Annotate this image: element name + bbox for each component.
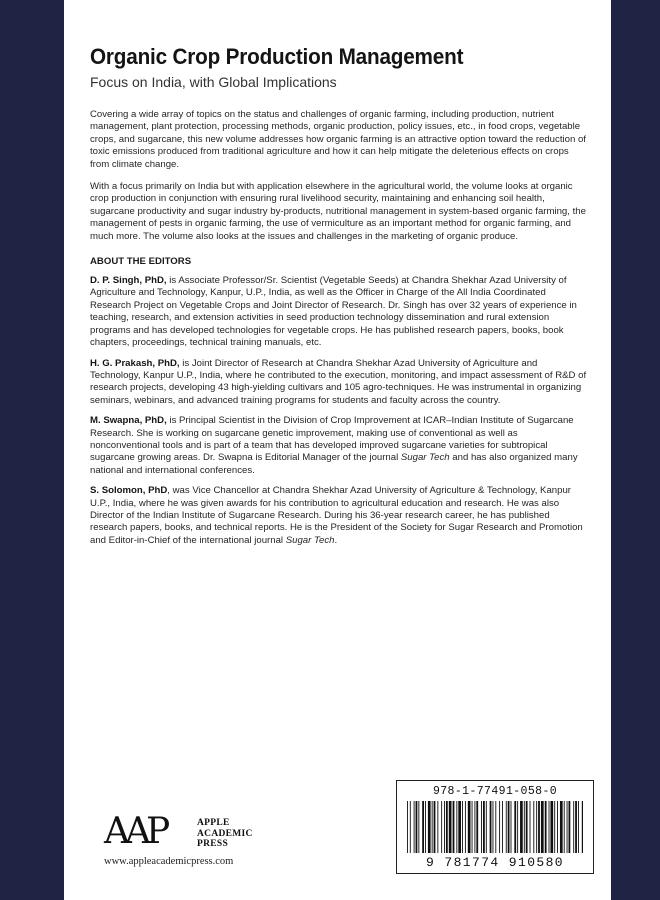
editors-heading: ABOUT THE EDITORS [90, 256, 192, 268]
barcode-bar [474, 801, 475, 853]
barcode-bar [410, 801, 411, 853]
isbn-number: 978-1-77491-058-0 [432, 785, 558, 798]
barcode-bar [541, 801, 544, 853]
cover-content [90, 44, 588, 547]
editor-bio-text: is Principal Scientist in the Division of Crop Improvement at ICAR–Indian Institute of Sugarcane Research. She is working on sugarcane genetic improvement, making use of conventional as well as nonconventional tools and is part of a team that has developed improved sugarcane varieties for subtropical sugarcane growing areas. Dr. Swapna is Editorial Manager of the journal [90, 415, 574, 464]
editor-bio-4 [90, 485, 588, 547]
barcode-bar [530, 801, 531, 853]
barcode-bar [414, 801, 415, 853]
barcode-bar [486, 801, 487, 853]
barcode-bar [573, 801, 574, 853]
editor-name: S. Solomon, PhD [90, 485, 168, 497]
barcode-bar [495, 801, 496, 853]
barcode-bar [458, 801, 461, 853]
publisher-name-line: ACADEMIC [197, 828, 253, 839]
editor-name: M. Swapna, PhD, [90, 415, 167, 427]
barcode-bar [432, 801, 433, 853]
barcode-bar [416, 801, 418, 853]
book-title: Organic Crop Production Management [90, 44, 464, 69]
barcode-bar [567, 801, 568, 853]
book-subtitle: Focus on India, with Global Implications [90, 74, 337, 90]
publisher-name-line: APPLE [197, 818, 230, 828]
barcode-bar [449, 801, 452, 853]
editor-bio-text-end: and has also organized many national and international conferences. [90, 452, 578, 476]
barcode-bar [545, 801, 547, 853]
barcode-bar [536, 801, 537, 853]
barcode-bar [524, 801, 525, 853]
editor-bio-text: is Joint Director of Research at Chandra Shekhar Azad University of Agriculture and Technology, Kanpur U.P., India, where he contributed to the execution, monitoring, and impact assessment of R&D of research projects, developing 43 high-yielding cultivars and 105 agro-techniques. He was instrumental in organizing seminars, webinars, and advanced training programs for students and faculty across the country. [90, 357, 587, 406]
barcode-bar [508, 801, 510, 853]
publisher-name [197, 818, 253, 850]
barcode-bar [514, 801, 516, 853]
barcode-bar [453, 801, 455, 853]
barcode-bar [557, 801, 558, 853]
barcode-bar [446, 801, 448, 853]
journal-name: Sugar Tech [285, 534, 335, 546]
barcode-bar [456, 801, 457, 853]
barcode-bar [550, 801, 553, 853]
barcode-bar [407, 801, 408, 853]
publisher-url: www.appleacademicpress.com [104, 856, 234, 867]
barcode-bar [472, 801, 473, 853]
barcode-bar [564, 801, 565, 853]
barcode-bar [428, 801, 431, 853]
barcode-bar [444, 801, 445, 853]
editor-bio-2 [90, 358, 588, 408]
isbn-barcode [396, 780, 594, 874]
barcode-bar [517, 801, 518, 853]
barcode-bar [506, 801, 507, 853]
barcode-bar [560, 801, 563, 853]
barcode-bar [483, 801, 485, 853]
editor-name: D. P. Singh, PhD, [90, 275, 167, 287]
ean-digits: 9 781774 910580 [425, 855, 565, 870]
editor-bio-text: is Associate Professor/Sr. Scientist (Vegetable Seeds) at Chandra Shekhar Azad University of Agriculture and Technology, Kanpur, U.P., India, as well as the Officer in Charge of the All India Coordinated Research Project on Vegetable Crops and Joint Director of Research. Dr. Singh has over 32 years of experience in teaching, research, and extension activities in seed production technology dissemination and rural extension programs and has developed technologies for vegetable crops. He has published research papers, books, book chapters, proceedings, technical training manuals, etc. [90, 275, 577, 349]
barcode-bar [499, 801, 500, 853]
barcode-bar [418, 801, 419, 853]
publisher-logo-letters: AAP [104, 811, 166, 852]
barcode-bar [554, 801, 555, 853]
barcode-bars [407, 801, 583, 853]
barcode-bar [425, 801, 426, 853]
editor-name: H. G. Prakash, PhD, [90, 357, 180, 369]
back-cover-page [64, 0, 611, 900]
editor-bio-text-end: . [334, 534, 338, 546]
barcode-bar [526, 801, 528, 853]
barcode-bar [569, 801, 571, 853]
editor-bio-1 [90, 275, 588, 349]
barcode-bar [520, 801, 523, 853]
barcode-bar [476, 801, 478, 853]
barcode-bar [582, 801, 583, 853]
barcode-bar [533, 801, 534, 853]
barcode-bar [502, 801, 503, 853]
barcode-bar [434, 801, 436, 853]
barcode-bar [575, 801, 577, 853]
description-paragraph-2: With a focus primarily on India but with application elsewhere in the agricultural world, the volume looks at organic crop production in conjunction with ensuring rural livelihood security, maintaining and enhancing soil health, sugarcane productivity and sugar industry by-products, nutritional management in system-based organic farming, the management of pests in organic farming, the use of vermiculture as an important method for organic farming, and much more. The volume also looks at the issues and challenges in the marketing of organic produce. [90, 181, 586, 242]
barcode-bar [465, 801, 466, 853]
barcode-bar [538, 801, 540, 853]
editor-bio-text: , was Vice Chancellor at Chandra Shekhar Azad University of Agriculture & Technology, Kanpur U.P., India, where he was given awards for his contribution to agricultural education and research. He was also Director of the Indian Institute of Sugarcane Research. During his 36-year research career, he has published research papers, books, and technical reports. He is the President of the Society for Sugar Research and Promotion and Editor-in-Chief of the international journal [90, 485, 583, 546]
barcode-bar [437, 801, 438, 853]
barcode-bar [422, 801, 424, 853]
barcode-bar [468, 801, 471, 853]
barcode-bar [511, 801, 512, 853]
journal-name: Sugar Tech [400, 452, 450, 464]
barcode-bar [493, 801, 494, 853]
description-paragraph-1: Covering a wide array of topics on the status and challenges of organic farming, including production, nutrient management, plant protection, processing methods, organic production, policy issues, etc., in food crops, vegetable crops, and sugarcane, this new volume addresses how organic farming is an attractive option toward the reduction of toxic emissions produced from traditional agriculture and how it can help mitigate the deleterious effects on crops from climate change. [90, 109, 586, 170]
barcode-bar [549, 801, 550, 853]
publisher-name-line: PRESS [197, 839, 229, 849]
barcode-bar [481, 801, 482, 853]
editor-bio-3 [90, 415, 588, 477]
barcode-bar [462, 801, 463, 853]
barcode-bar [441, 801, 442, 853]
barcode-bar [490, 801, 492, 853]
barcode-bar [578, 801, 579, 853]
